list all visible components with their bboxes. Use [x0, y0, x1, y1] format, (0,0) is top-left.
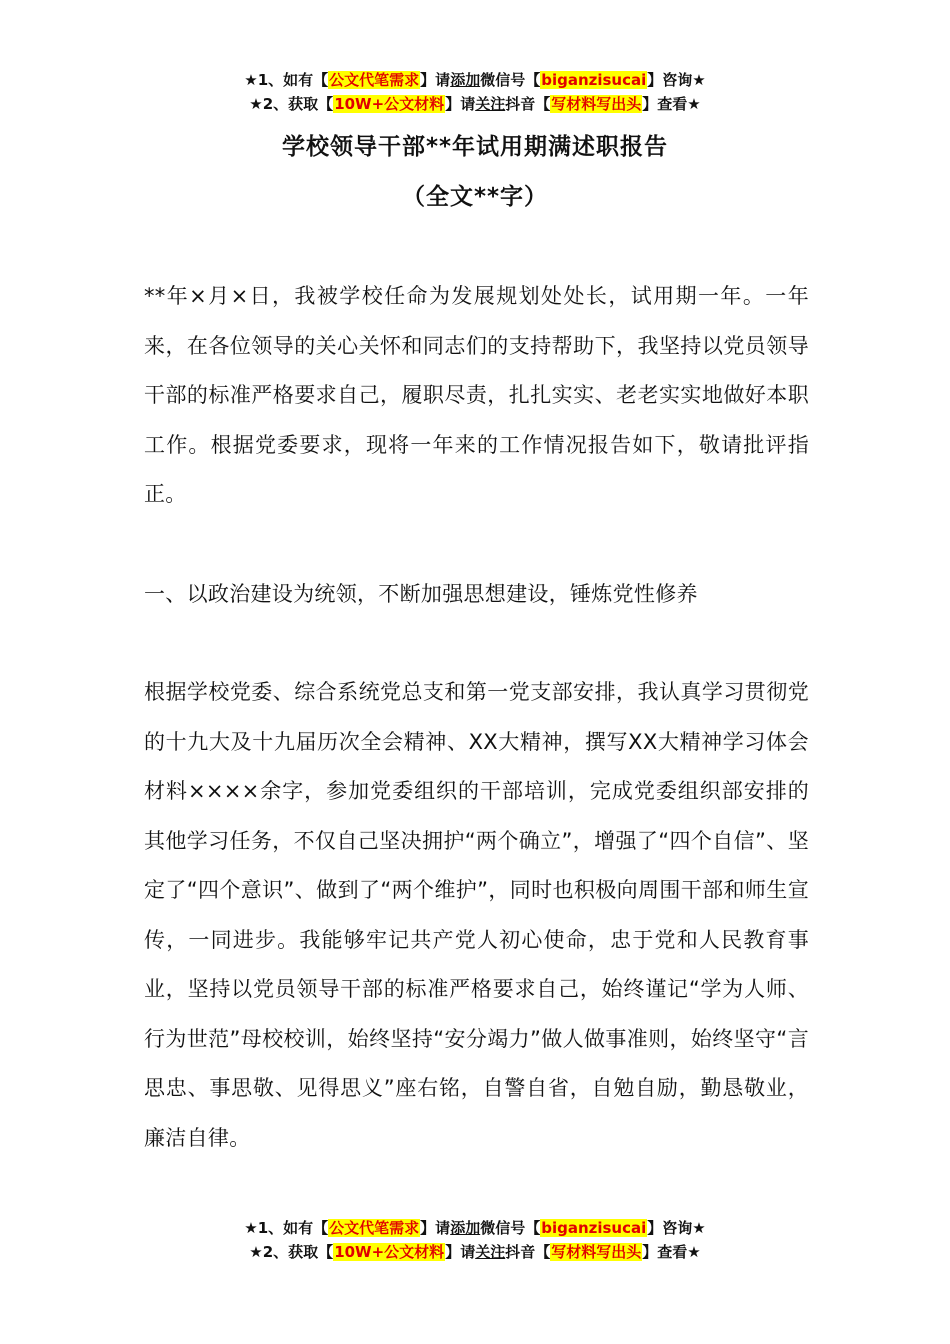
promo-text: 微信号【 [480, 1219, 541, 1237]
promo-text: 】请 [445, 1243, 476, 1261]
promo-text: ★2、获取【 [249, 1243, 334, 1261]
promo-line-2 [0, 92, 950, 116]
promo-highlight: 公文代笔需求 [329, 71, 420, 89]
promo-underlined: 关注 [475, 95, 506, 113]
promo-text: 】查看★ [642, 95, 701, 113]
promo-line-1 [0, 68, 950, 92]
promo-text: 】咨询★ [647, 1219, 706, 1237]
promo-underlined: 添加 [450, 1219, 481, 1237]
promo-highlight: biganzisucai [541, 1219, 647, 1237]
promo-highlight: biganzisucai [541, 71, 647, 89]
promo-text: 】请 [420, 71, 451, 89]
promo-text: 】咨询★ [647, 71, 706, 89]
promo-underlined: 关注 [475, 1243, 506, 1261]
document-subtitle: （全文**字） [401, 184, 549, 210]
promo-banner-top [0, 68, 950, 116]
promo-underlined: 添加 [450, 71, 481, 89]
promo-banner-bottom [0, 1216, 950, 1264]
promo-text: 抖音【 [505, 95, 551, 113]
promo-text: ★1、如有【 [244, 71, 329, 89]
promo-highlight: 写材料写出头 [551, 1243, 642, 1261]
promo-text: ★2、获取【 [249, 95, 334, 113]
paragraph-section-1: 根据学校党委、综合系统党总支和第一党支部安排，我认真学习贯彻党的十九大及十九届历次全会精神、XX大精神，撰写XX大精神学习体会材料××××余字，参加党委组织的干部培训，完成党委组织部安排的其他学习任务，不仅自己坚决拥护“两个确立”，增强了“四个自信”、坚定了“四个意识”、做到了“两个维护”，同时也积极向周围干部和师生宣传，一同进步。我能够牢记共产党人初心使命，忠于党和人民教育事业，坚持以党员领导干部的标准严格要求自己，始终谨记“学为人师、行为世范”母校校训，始终坚持“安分竭力”做人做事准则，始终坚守“言思忠、事思敬、见得思义”座右铭，自警自省，自勉自励，勤恳敬业，廉洁自律。 [144, 680, 809, 1150]
promo-highlight: 公文代笔需求 [329, 1219, 420, 1237]
section-heading-1: 一、以政治建设为统领，不断加强思想建设，锤炼党性修养 [144, 582, 698, 606]
promo-text: ★1、如有【 [244, 1219, 329, 1237]
promo-highlight: 写材料写出头 [551, 95, 642, 113]
promo-line-1 [0, 1216, 950, 1240]
document-title: 学校领导干部**年试用期满述职报告 [281, 134, 669, 160]
promo-text: 】请 [445, 95, 476, 113]
promo-highlight: 10W+公文材料 [334, 1243, 445, 1261]
promo-line-2 [0, 1240, 950, 1264]
promo-text: 】查看★ [642, 1243, 701, 1261]
promo-text: 微信号【 [480, 71, 541, 89]
promo-highlight: 10W+公文材料 [334, 95, 445, 113]
promo-text: 】请 [420, 1219, 451, 1237]
promo-text: 抖音【 [505, 1243, 551, 1261]
paragraph-intro: **年×月×日，我被学校任命为发展规划处处长，试用期一年。一年来，在各位领导的关心关怀和同志们的支持帮助下，我坚持以党员领导干部的标准严格要求自己，履职尽责，扎扎实实、老老实实地做好本职工作。根据党委要求，现将一年来的工作情况报告如下，敬请批评指正。 [144, 284, 809, 506]
